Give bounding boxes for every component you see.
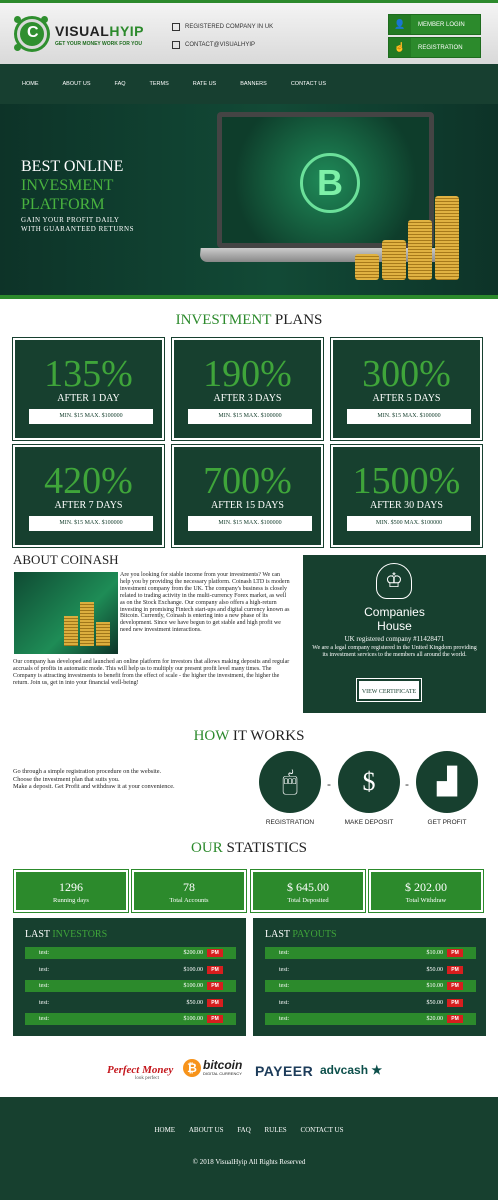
stats-heading-rest: STATISTICS <box>222 840 307 856</box>
plan-limits: MIN. $15 MAX. $100000 <box>188 409 312 424</box>
star-icon: ★ <box>371 1063 383 1077</box>
footer-link-rules[interactable]: RULES <box>264 1126 287 1134</box>
laptop-image <box>217 112 434 248</box>
plan-card[interactable] <box>13 338 164 440</box>
row-name: test: <box>279 1016 289 1022</box>
plans-heading-accent: INVESTMENT <box>175 312 272 328</box>
top-bar <box>0 0 498 64</box>
nav-home[interactable]: HOME <box>22 81 39 87</box>
row-amount: $100.00 <box>183 967 203 973</box>
plan-limits: MIN. $15 MAX. $100000 <box>188 516 312 531</box>
main-nav <box>0 64 498 104</box>
bar-chart-icon: ▟ <box>416 751 478 813</box>
footer-nav <box>0 1126 498 1134</box>
row-amount: $10.00 <box>426 983 443 989</box>
perfect-money-logo[interactable] <box>107 1064 173 1081</box>
table-row <box>265 980 476 992</box>
plan-term: AFTER 3 DAYS <box>213 393 282 404</box>
hero-sub2: WITH GUARANTEED RETURNS <box>21 225 134 233</box>
member-login-button[interactable] <box>388 14 481 35</box>
plans-heading-rest: PLANS <box>271 312 323 328</box>
stat-label: Running days <box>53 897 89 904</box>
bitcoin-icon: B <box>300 153 360 213</box>
how-description <box>13 768 253 791</box>
pm-badge: PM <box>447 966 463 974</box>
table-row <box>25 997 236 1009</box>
brand-name-part2: HYIP <box>109 23 145 39</box>
plan-percent: 1500% <box>352 460 461 502</box>
coin-stack <box>355 254 379 280</box>
plan-percent: 700% <box>203 460 292 502</box>
step-label: REGISTRATION <box>265 819 315 826</box>
table-row <box>25 980 236 992</box>
companies-house-logo <box>303 605 486 633</box>
registration-label: REGISTRATION <box>418 44 463 51</box>
row-name: test: <box>39 1000 49 1006</box>
table-row <box>25 964 236 976</box>
mouse-icon: 🖱 <box>259 751 321 813</box>
plan-limits: MIN. $15 MAX. $100000 <box>29 516 153 531</box>
pm-badge: PM <box>207 982 223 990</box>
coin-stack <box>64 616 78 646</box>
table-row <box>265 1013 476 1025</box>
user-icon: 👤 <box>389 15 411 34</box>
how-heading-accent: HOW <box>193 728 230 744</box>
about-text: Are you looking for stable income from your investments? We can help you by providing the necessary platform. Coinash LTD is modern investment company from the UK. The company's business is closely related to trading activity in the multi-currency Forex market, as well as on the Stock Exchange. Our company also offers a high-return investing in promising Fintech start-ups and digital currency known as Bitcoin. Currently, Coinash is entering into a new phase of its development. Since we have begun to get stable and high profit we need new investment interactions. <box>120 572 290 634</box>
pm-badge: PM <box>207 999 223 1007</box>
how-line: Choose the investment plan that suits you. <box>13 775 120 783</box>
companies-house-line1: Companies <box>364 605 425 619</box>
brand-tagline: GET YOUR MONEY WORK FOR YOU <box>55 41 142 47</box>
stat-card <box>369 870 483 912</box>
row-name: test: <box>279 983 289 989</box>
row-name: test: <box>279 967 289 973</box>
how-line: Make a deposit. Get Profit and withdraw it at your convenience. <box>13 783 175 790</box>
stat-value: $ 645.00 <box>287 880 329 894</box>
email-text: CONTACT@VISUALHYIP <box>185 42 255 48</box>
last-investors-title <box>25 929 107 940</box>
row-amount: $100.00 <box>183 1016 203 1022</box>
row-amount: $10.00 <box>426 950 443 956</box>
about-text: Our company has developed and launched an online platform for investors that allows making deposits and regular accruals of profits in automatic mode. This will help us to multiply our present profit level many times. The Company is attracting investments to benefit from the effect of scale - the higher the investment, the higher the return. Join us, get in into your financial well-being! <box>13 659 290 686</box>
stat-card <box>14 870 128 912</box>
plan-term: AFTER 7 DAYS <box>54 500 123 511</box>
plan-limits: MIN. $500 MAX. $100000 <box>347 516 471 531</box>
payment-logos <box>0 1058 498 1084</box>
companies-house-line2: House <box>377 619 412 633</box>
footer-link-home[interactable]: HOME <box>154 1126 176 1134</box>
coin-stack <box>80 602 94 646</box>
hero-line3: PLATFORM <box>21 196 105 213</box>
row-name: test: <box>39 967 49 973</box>
logo-dot <box>14 44 21 51</box>
last-investors-panel <box>13 918 246 1036</box>
table-row <box>265 964 476 976</box>
dollar-hand-icon: $ <box>338 751 400 813</box>
footer-link-about[interactable]: ABOUT US <box>188 1126 224 1134</box>
bitcoin-text: bitcoin <box>203 1058 243 1072</box>
row-name: test: <box>39 1016 49 1022</box>
pm-badge: PM <box>207 949 223 957</box>
row-amount: $50.00 <box>426 1000 443 1006</box>
footer-link-contact[interactable]: CONTACT US <box>300 1126 344 1134</box>
brand-name-part1: VISUAL <box>55 23 110 39</box>
plan-percent: 420% <box>44 460 133 502</box>
last-payouts-title-a: LAST <box>265 929 293 940</box>
plan-card[interactable] <box>331 338 482 440</box>
row-name: test: <box>39 950 49 956</box>
stat-label: Total Deposited <box>287 897 329 904</box>
how-heading-rest: IT WORKS <box>229 728 305 744</box>
perfect-money-text: Perfect Money <box>107 1064 174 1076</box>
logo-letter: C <box>27 24 39 41</box>
plan-percent: 135% <box>44 353 133 395</box>
last-investors-title-b: INVESTORS <box>52 929 108 940</box>
plan-card[interactable] <box>172 445 323 547</box>
logo-dot <box>14 16 21 23</box>
plan-term: AFTER 15 DAYS <box>211 500 284 511</box>
stat-label: Total Accounts <box>169 897 209 904</box>
pm-badge: PM <box>447 982 463 990</box>
plan-term: AFTER 30 DAYS <box>370 500 443 511</box>
plan-percent: 300% <box>362 353 451 395</box>
nav-terms[interactable]: TERMS <box>149 81 169 87</box>
certificate-panel <box>303 555 486 713</box>
pm-badge: PM <box>207 966 223 974</box>
row-amount: $20.00 <box>426 1016 443 1022</box>
stat-card <box>251 870 365 912</box>
plan-percent: 190% <box>203 353 292 395</box>
step-separator: - <box>405 777 409 791</box>
coin-stack <box>382 240 406 280</box>
logo-icon[interactable] <box>17 19 47 49</box>
copyright: © 2018 VisualHyip All Rights Reserved <box>192 1158 306 1166</box>
nav-about[interactable]: ABOUT US <box>62 81 91 87</box>
footer-link-faq[interactable]: FAQ <box>237 1126 251 1134</box>
plan-term: AFTER 5 DAYS <box>372 393 441 404</box>
last-payouts-title-b: PAYOUTS <box>292 929 337 940</box>
stat-value: $ 202.00 <box>405 880 447 894</box>
logo-dot <box>41 16 48 23</box>
view-certificate-button[interactable]: VIEW CERTIFICATE <box>357 679 421 701</box>
registered-info <box>172 23 273 31</box>
nav-rate-us[interactable]: RATE US <box>192 81 217 87</box>
last-payouts-panel <box>253 918 486 1036</box>
row-amount: $50.00 <box>186 1000 203 1006</box>
bitcoin-icon: ₿ <box>183 1059 201 1077</box>
pointer-icon: ☝ <box>389 38 411 57</box>
pm-badge: PM <box>447 949 463 957</box>
stat-value: 78 <box>183 880 195 894</box>
stat-label: Total Withdraw <box>405 897 447 904</box>
step-label: MAKE DEPOSIT <box>344 819 394 826</box>
email-info[interactable] <box>172 41 255 49</box>
plan-term: AFTER 1 DAY <box>57 393 120 404</box>
step-separator: - <box>327 777 331 791</box>
bitcoin-sub: DIGITAL CURRENCY <box>203 1071 242 1076</box>
stat-card <box>132 870 246 912</box>
advcash-logo[interactable] <box>320 1063 382 1077</box>
coin-stack <box>96 622 110 646</box>
hero-sub1: GAIN YOUR PROFIT DAILY <box>21 216 120 224</box>
stat-value: 1296 <box>59 880 83 894</box>
registered-text: REGISTERED COMPANY IN UK <box>185 24 274 30</box>
hero-line1: BEST ONLINE <box>21 158 124 175</box>
member-login-label: MEMBER LOGIN <box>418 21 465 28</box>
hero-subtitle <box>21 216 134 234</box>
plan-limits: MIN. $15 MAX. $100000 <box>347 409 471 424</box>
row-amount: $100.00 <box>183 983 203 989</box>
plans-heading <box>0 312 498 329</box>
stats-heading-accent: OUR <box>191 840 223 856</box>
plan-card[interactable] <box>13 445 164 547</box>
row-amount: $50.00 <box>426 967 443 973</box>
how-line: Go through a simple registration procedure on the website. <box>13 768 162 775</box>
hero-banner <box>0 104 498 299</box>
table-row <box>265 947 476 959</box>
step-label: GET PROFIT <box>427 819 467 826</box>
payeer-logo[interactable]: PAYEER <box>255 1063 314 1079</box>
hero-line2: INVESMENT <box>21 177 114 194</box>
table-row <box>25 1013 236 1025</box>
footer <box>0 1097 498 1200</box>
how-heading <box>0 728 498 745</box>
plan-limits: MIN. $15 MAX. $100000 <box>29 409 153 424</box>
registration-button[interactable] <box>388 37 481 58</box>
coin-stack <box>435 196 459 280</box>
envelope-icon <box>172 41 180 49</box>
crest-icon: ♔ <box>376 563 412 599</box>
nav-contact[interactable]: CONTACT US <box>290 81 327 87</box>
certificate-description: We are a legal company registered in the United Kingdom providing its investment services to the members all around the world. <box>312 645 477 658</box>
stats-heading <box>0 840 498 857</box>
hero-title <box>21 157 123 214</box>
pm-badge: PM <box>447 999 463 1007</box>
plan-card[interactable] <box>172 338 323 440</box>
pm-badge: PM <box>207 1015 223 1023</box>
table-row <box>265 997 476 1009</box>
registration-number: UK registered company #11428471 <box>344 635 445 643</box>
pm-badge: PM <box>447 1015 463 1023</box>
coin-stack <box>408 220 432 280</box>
brand-name[interactable] <box>55 23 144 39</box>
plan-card[interactable] <box>331 445 482 547</box>
document-icon <box>172 23 180 31</box>
row-name: test: <box>279 950 289 956</box>
last-payouts-title <box>265 929 337 940</box>
perfect-money-sub: look perfect <box>135 1076 160 1081</box>
advcash-text: advcash <box>320 1063 369 1077</box>
row-name: test: <box>279 1000 289 1006</box>
about-heading: ABOUT COINASH <box>13 552 119 567</box>
table-row <box>25 947 236 959</box>
row-name: test: <box>39 983 49 989</box>
row-amount: $200.00 <box>183 950 203 956</box>
bitcoin-logo[interactable] <box>183 1059 242 1077</box>
about-image <box>14 572 118 654</box>
nav-banners[interactable]: BANNERS <box>240 81 267 87</box>
nav-faq[interactable]: FAQ <box>114 81 126 87</box>
last-investors-title-a: LAST <box>25 929 53 940</box>
